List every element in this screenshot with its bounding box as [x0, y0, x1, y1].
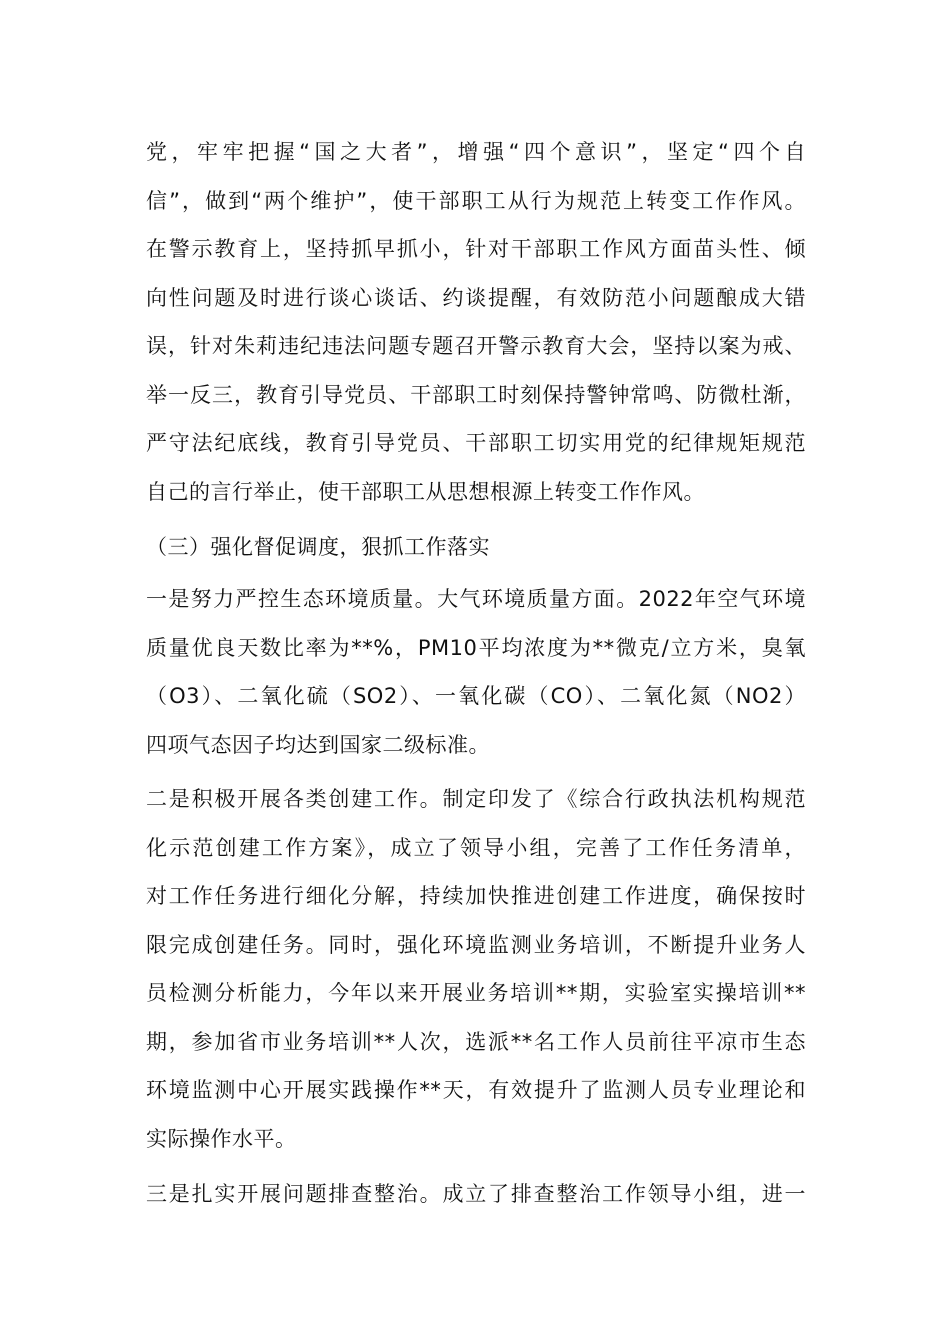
text-line: 质量优良天数比率为**%，PM10平均浓度为**微克/立方米，臭氧	[146, 636, 806, 660]
text-line: 限完成创建任务。同时，强化环境监测业务培训，不断提升业务人	[146, 933, 806, 957]
text-line: 一是努力严控生态环境质量。大气环境质量方面。2022年空气环境	[146, 587, 806, 611]
text-line: 员检测分析能力，今年以来开展业务培训**期，实验室实操培训**	[146, 981, 806, 1005]
text-line: 党，牢牢把握“国之大者”，增强“四个意识”，坚定“四个自	[146, 140, 806, 164]
text-line: 向性问题及时进行谈心谈话、约谈提醒，有效防范小问题酿成大错	[146, 286, 806, 310]
text-line: 举一反三，教育引导党员、干部职工时刻保持警钟常鸣、防微杜渐，	[146, 383, 806, 407]
text-line: 严守法纪底线，教育引导党员、干部职工切实用党的纪律规矩规范	[146, 431, 806, 455]
text-line: 期，参加省市业务培训**人次，选派**名工作人员前往平凉市生态	[146, 1030, 806, 1054]
text-line: 自己的言行举止，使干部职工从思想根源上转变工作作风。	[146, 480, 705, 504]
text-line: 对工作任务进行细化分解，持续加快推进创建工作进度，确保按时	[146, 884, 806, 908]
text-line: 环境监测中心开展实践操作**天，有效提升了监测人员专业理论和	[146, 1078, 806, 1102]
text-line: 四项气态因子均达到国家二级标准。	[146, 733, 490, 757]
text-line: 二是积极开展各类创建工作。制定印发了《综合行政执法机构规范	[146, 787, 806, 811]
section-heading: （三）强化督促调度，狠抓工作落实	[146, 535, 490, 559]
text-line: 实际操作水平。	[146, 1127, 297, 1151]
text-line: （O3）、二氧化硫（SO2）、一氧化碳（CO）、二氧化氮（NO2）	[146, 684, 806, 708]
text-line: 在警示教育上，坚持抓早抓小，针对干部职工作风方面苗头性、倾	[146, 237, 806, 261]
text-line: 化示范创建工作方案》，成立了领导小组，完善了工作任务清单，	[146, 836, 806, 860]
text-line: 三是扎实开展问题排查整治。成立了排查整治工作领导小组，进一	[146, 1182, 806, 1206]
text-line: 误，针对朱莉违纪违法问题专题召开警示教育大会，坚持以案为戒、	[146, 334, 806, 358]
text-line: 信”，做到“两个维护”，使干部职工从行为规范上转变工作作风。	[146, 189, 806, 213]
